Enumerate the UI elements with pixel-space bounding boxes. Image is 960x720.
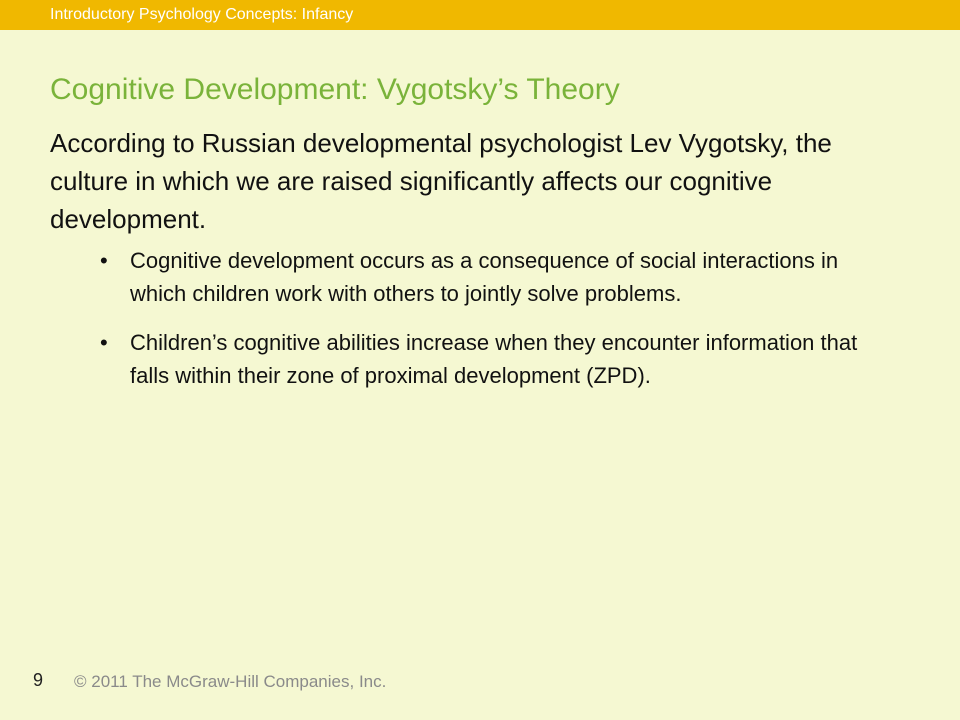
bullet-list [100,244,900,408]
bullet-text: Children’s cognitive abilities increase when they encounter information that falls within their zone of proximal development (ZPD). [130,330,858,388]
intro-paragraph: According to Russian developmental psychologist Lev Vygotsky, the culture in which we are raised significantly affects our cognitive development. [50,128,832,234]
slide-number: 9 [33,670,44,690]
course-title: Introductory Psychology Concepts: Infancy [50,6,354,23]
copyright-notice: © 2011 The McGraw-Hill Companies, Inc. [74,672,387,691]
bullet-item [100,326,900,392]
bullet-icon: • [100,248,108,273]
bullet-icon: • [100,330,108,355]
bullet-text: Cognitive development occurs as a consequence of social interactions in which children work with others to jointly solve problems. [130,248,839,306]
slide-title: Cognitive Development: Vygotsky’s Theory [50,73,620,106]
bullet-item [100,244,900,310]
header-band [0,0,960,30]
